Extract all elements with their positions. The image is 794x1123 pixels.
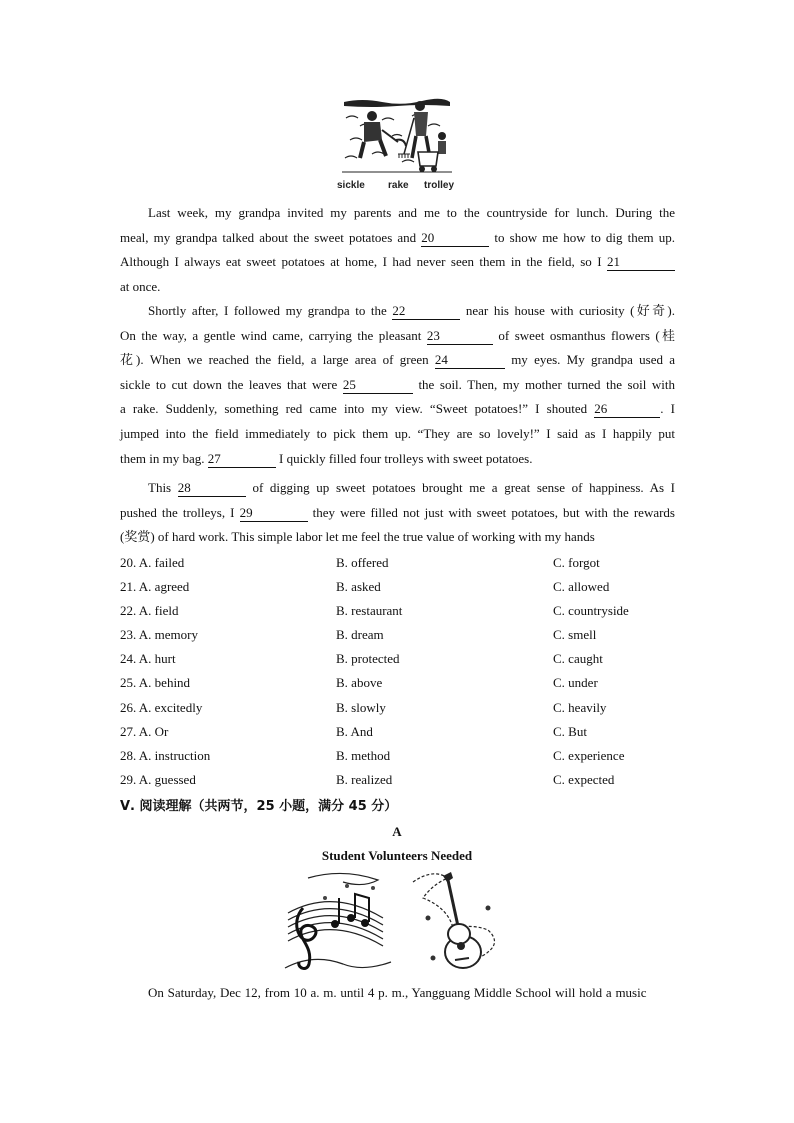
- option-b: B. offered: [336, 555, 389, 570]
- text-line: sickle to cut down the leaves that were 25 the soil. Then, my mother turned the soil with: [120, 376, 676, 392]
- option-a: 24. A. hurt: [120, 651, 176, 667]
- option-row: [120, 675, 680, 699]
- option-a: 26. A. excitedly: [120, 699, 203, 715]
- blank-21: 21: [607, 254, 675, 271]
- blank-27: 27: [208, 451, 276, 468]
- trolley-label: trolley: [424, 180, 455, 191]
- passage-paragraph-1: [120, 201, 675, 299]
- option-a: 21. A. agreed: [120, 579, 190, 595]
- article-first-line: On Saturday, Dec 12, from 10 a. m. until 4 p. m., Yangguang Middle School will hold a music: [148, 985, 647, 1000]
- option-b: B. slowly: [336, 699, 386, 715]
- blank-26: 26: [594, 401, 660, 418]
- blank-29: 29: [240, 505, 308, 522]
- option-a: 20. A. failed: [120, 555, 185, 570]
- blank-25: 25: [343, 377, 413, 394]
- option-a: 27. A. Or: [120, 723, 169, 739]
- option-row: [120, 772, 680, 796]
- option-a: 25. A. behind: [120, 675, 191, 691]
- blank-23: 23: [427, 328, 493, 345]
- section-heading: Ⅴ. 阅读理解（共两节，25 小题，满分 45 分）: [120, 799, 398, 814]
- article-title: Student Volunteers Needed: [321, 848, 473, 863]
- text-line: Although I always eat sweet potatoes at home, I had never seen them in the field, so I 21: [120, 250, 675, 275]
- passage-paragraph-3: [120, 476, 675, 550]
- blank-28: 28: [178, 480, 246, 497]
- text-line: 花). When we reached the field, a large area of green 24 my eyes. My grandpa used a: [120, 352, 675, 368]
- option-b: B. asked: [336, 579, 381, 595]
- answer-options: [120, 555, 680, 796]
- text-line: This 28 of digging up sweet potatoes brought me a great sense of happiness. As I: [148, 480, 676, 495]
- option-c: C. smell: [553, 627, 597, 643]
- option-c: C. countryside: [553, 603, 629, 619]
- blank-22: 22: [392, 303, 460, 320]
- option-a: 23. A. memory: [120, 627, 198, 643]
- option-c: C. allowed: [553, 579, 610, 595]
- text-line: at once.: [120, 278, 161, 294]
- option-a: 28. A. instruction: [120, 747, 211, 763]
- option-b: B. method: [336, 747, 391, 763]
- music-notes-and-guitar-picture: [283, 868, 513, 978]
- text-line: (奖赏) of hard work. This simple labor let me feel the true value of working with my hands: [120, 529, 595, 545]
- option-c: C. experience: [553, 747, 625, 763]
- option-row: [120, 651, 680, 675]
- option-b: B. And: [336, 723, 373, 739]
- option-row: [120, 603, 680, 627]
- text-line: On the way, a gentle wind came, carrying the pleasant 23 of sweet osmanthus flowers (桂: [120, 327, 676, 343]
- option-c: C. heavily: [553, 699, 607, 715]
- option-b: B. above: [336, 675, 383, 691]
- text-line: meal, my grandpa talked about the sweet potatoes and 20 to show me how to dig them up.: [120, 229, 676, 245]
- music-illustration: [283, 868, 513, 978]
- option-c: C. under: [553, 675, 598, 691]
- option-a: 22. A. field: [120, 603, 179, 619]
- text-line: pushed the trolleys, I 29 they were filled not just with sweet potatoes, but with the rewards: [120, 504, 675, 520]
- option-c: C. But: [553, 723, 587, 739]
- text-line: jumped into the field immediately to pick them up. “They are so lovely!” I said as I happily put: [120, 425, 675, 441]
- option-c: C. forgot: [553, 555, 600, 570]
- option-b: B. protected: [336, 651, 400, 667]
- option-row: [120, 555, 680, 579]
- blank-20: 20: [421, 230, 489, 247]
- option-b: B. dream: [336, 627, 384, 643]
- farm-illustration: [336, 96, 460, 194]
- rake-label: rake: [388, 180, 409, 191]
- option-c: C. expected: [553, 771, 615, 787]
- blank-24: 24: [435, 352, 505, 369]
- text-line: Last week, my grandpa invited my parents and me to the countryside for lunch. During the: [148, 205, 675, 220]
- option-b: B. restaurant: [336, 603, 403, 619]
- option-c: C. caught: [553, 651, 603, 667]
- text-line: a rake. Suddenly, something red came into my view. “Sweet potatoes!” I shouted 26 . I: [120, 401, 675, 417]
- text-line: Shortly after, I followed my grandpa to the 22 near his house with curiosity (好奇).: [148, 303, 676, 318]
- passage-paragraph-2: [120, 299, 675, 471]
- option-a: 29. A. guessed: [120, 771, 196, 787]
- option-row: [120, 700, 680, 724]
- option-b: B. realized: [336, 771, 393, 787]
- option-row: [120, 748, 680, 772]
- part-label: A: [392, 824, 402, 839]
- sickle-label: sickle: [337, 180, 365, 191]
- option-row: [120, 724, 680, 748]
- option-row: [120, 627, 680, 651]
- text-line: them in my bag. 27 I quickly filled four trolleys with sweet potatoes.: [120, 450, 533, 466]
- farm-work-picture: [342, 96, 452, 176]
- option-row: [120, 579, 680, 603]
